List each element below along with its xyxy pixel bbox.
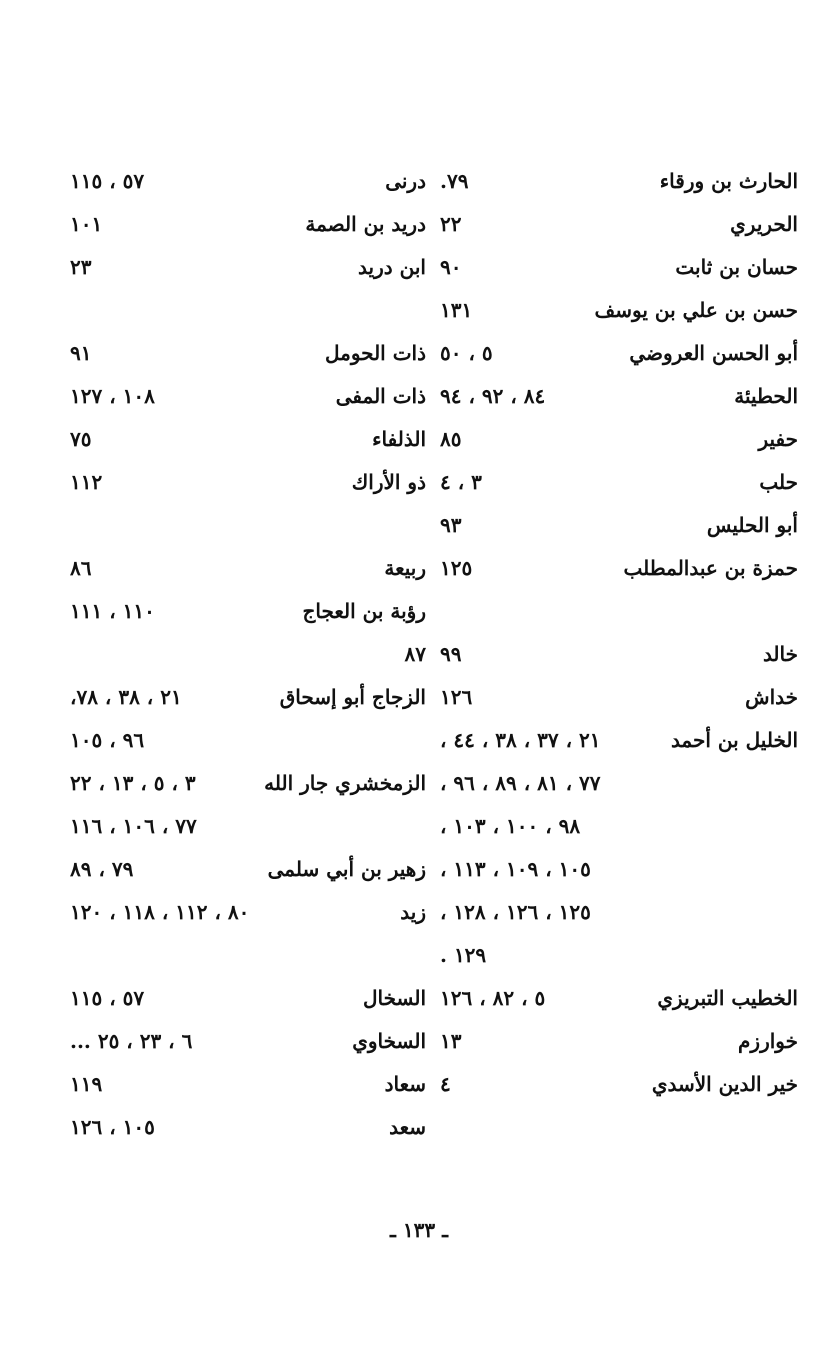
index-entry <box>70 1063 426 1106</box>
index-entry <box>70 547 426 590</box>
entry-pages: ٥٧ ، ١١٥ <box>70 169 145 193</box>
index-entry <box>440 1063 798 1106</box>
index-entry <box>70 504 426 547</box>
entry-pages: ١٠٨ ، ١٢٧ <box>70 384 155 408</box>
entry-pages: ١١٩ <box>70 1072 103 1096</box>
entry-name: خير الدين الأسدي <box>651 1072 798 1096</box>
entry-pages: ٢٢ <box>440 212 462 236</box>
index-entry <box>70 160 426 203</box>
index-entry <box>70 1106 426 1149</box>
entry-name: خالد <box>762 642 798 666</box>
index-entry <box>70 891 426 934</box>
entry-pages: ١٠١ <box>70 212 103 236</box>
entry-name: الحطيئة <box>734 384 798 408</box>
entry-name: حسان بن ثابت <box>675 255 798 279</box>
entry-pages: ٧٥ <box>70 427 92 451</box>
entry-pages: ٢١ ، ٣٧ ، ٣٨ ، ٤٤ ، <box>440 728 601 752</box>
entry-pages: ١٣١ <box>440 298 473 322</box>
entry-name: سعد <box>389 1115 426 1139</box>
index-entry <box>440 977 798 1020</box>
index-entry <box>70 977 426 1020</box>
entry-name: ربيعة <box>384 556 426 580</box>
entry-name: الزمخشري جار الله <box>264 771 426 795</box>
index-entry <box>70 934 426 977</box>
index-entry <box>440 547 798 590</box>
entry-pages: ٨٦ <box>70 556 92 580</box>
entry-pages: ٨٥ <box>440 427 462 451</box>
index-entry <box>70 461 426 504</box>
entry-pages: ١٢٩ . <box>440 943 487 967</box>
entry-pages: ٩٨ ، ١٠٠ ، ١٠٣ ، <box>440 814 581 838</box>
entry-pages: ٢٣ <box>70 255 92 279</box>
entry-name: ابن دريد <box>358 255 426 279</box>
entry-name: ٨٧ <box>404 642 426 666</box>
entry-name: حلب <box>759 470 798 494</box>
entry-pages: ١٣ <box>440 1029 462 1053</box>
index-entry <box>440 1020 798 1063</box>
entry-pages: ٢١ ، ٣٨ ، ٧٨، <box>70 685 182 709</box>
entry-pages: ١١٢ <box>70 470 103 494</box>
index-entry <box>70 1020 426 1063</box>
index-entry <box>70 676 426 719</box>
index-entry <box>70 719 426 762</box>
index-entry <box>70 203 426 246</box>
entry-name: سعاد <box>384 1072 426 1096</box>
entry-pages: ٥ ، ٥٠ <box>440 341 493 365</box>
index-entry <box>70 590 426 633</box>
entry-name: السخال <box>362 986 426 1010</box>
entry-pages: ٥ ، ٨٢ ، ١٢٦ <box>440 986 546 1010</box>
index-entry <box>440 633 798 676</box>
entry-name: حمزة بن عبدالمطلب <box>623 556 798 580</box>
index-entry <box>440 891 798 934</box>
entry-pages: ١٢٥ <box>440 556 473 580</box>
entry-name: الخليل بن أحمد <box>670 728 798 752</box>
entry-pages: ٨٠ ، ١١٢ ، ١١٨ ، ١٢٠ <box>70 900 250 924</box>
entry-pages: ١١٠ ، ١١١ <box>70 599 155 623</box>
index-entry <box>440 203 798 246</box>
entry-pages: ١٠٥ ، ١٢٦ <box>70 1115 155 1139</box>
entry-name: ذات المفى <box>335 384 426 408</box>
entry-pages: ١٠٥ ، ١٠٩ ، ١١٣ ، <box>440 857 591 881</box>
entry-pages: ٩٩ <box>440 642 462 666</box>
entry-name: حسن بن علي بن يوسف <box>594 298 798 322</box>
entry-name: درنی <box>385 169 426 193</box>
entry-pages: ٧٩. <box>440 169 469 193</box>
entry-name: زهير بن أبي سلمى <box>267 857 426 881</box>
index-entry <box>440 504 798 547</box>
entry-name: أبو الحسن العروضي <box>629 341 798 365</box>
entry-pages: ٣ ، ٤ <box>440 470 482 494</box>
index-entry <box>70 762 426 805</box>
index-entry <box>70 805 426 848</box>
index-column-right <box>440 160 798 1106</box>
index-entry <box>440 805 798 848</box>
index-entry <box>70 375 426 418</box>
entry-name: زيد <box>400 900 426 924</box>
entry-pages: ٩٣ <box>440 513 462 537</box>
entry-name: الحارث بن ورقاء <box>659 169 798 193</box>
index-entry <box>440 934 798 977</box>
index-entry <box>70 246 426 289</box>
entry-name: خداش <box>745 685 798 709</box>
entry-name: خوارزم <box>738 1029 798 1053</box>
entry-pages: ٩٠ <box>440 255 462 279</box>
page-number: ـ ١٣٣ ـ <box>390 1218 448 1242</box>
entry-name: أبو الحليس <box>706 513 798 537</box>
index-entry <box>440 848 798 891</box>
index-column-left <box>70 160 426 1149</box>
entry-pages: ٨٤ ، ٩٢ ، ٩٤ <box>440 384 546 408</box>
index-entry <box>440 332 798 375</box>
entry-name: الذلفاء <box>372 427 426 451</box>
entry-pages: ٥٧ ، ١١٥ <box>70 986 145 1010</box>
entry-pages: ٧٧ ، ٨١ ، ٨٩ ، ٩٦ ، <box>440 771 601 795</box>
index-entry <box>70 289 426 332</box>
entry-pages: ٣ ، ٥ ، ١٣ ، ٢٢ <box>70 771 196 795</box>
entry-name: الحريري <box>730 212 798 236</box>
entry-name: حفير <box>758 427 798 451</box>
index-entry <box>440 461 798 504</box>
index-entry <box>440 160 798 203</box>
index-entry <box>70 332 426 375</box>
index-entry <box>440 418 798 461</box>
entry-name: الزجاج أبو إسحاق <box>279 685 426 709</box>
entry-pages: ٩١ <box>70 341 92 365</box>
entry-name: الخطيب التبريزي <box>657 986 798 1010</box>
entry-name: السخاوي <box>352 1029 426 1053</box>
entry-pages: ٤ <box>440 1072 451 1096</box>
index-entry <box>440 719 798 762</box>
index-entry <box>70 633 426 676</box>
index-entry <box>440 762 798 805</box>
entry-pages: ٧٩ ، ٨٩ <box>70 857 134 881</box>
index-entry <box>440 375 798 418</box>
index-entry <box>70 418 426 461</box>
entry-pages: ٦ ، ٢٣ ، ٢٥ ... <box>70 1029 193 1053</box>
index-entry <box>440 246 798 289</box>
index-entry <box>70 848 426 891</box>
entry-pages: ١٢٥ ، ١٢٦ ، ١٢٨ ، <box>440 900 591 924</box>
entry-pages: ٩٦ ، ١٠٥ <box>70 728 145 752</box>
index-entry <box>440 289 798 332</box>
entry-name: ذو الأراك <box>351 470 426 494</box>
index-entry <box>440 590 798 633</box>
index-entry <box>440 676 798 719</box>
entry-name: ذات الحومل <box>324 341 426 365</box>
entry-name: رؤبة بن العجاج <box>302 599 426 623</box>
entry-pages: ١٢٦ <box>440 685 473 709</box>
entry-name: دريد بن الصمة <box>305 212 426 236</box>
entry-pages: ٧٧ ، ١٠٦ ، ١١٦ <box>70 814 197 838</box>
